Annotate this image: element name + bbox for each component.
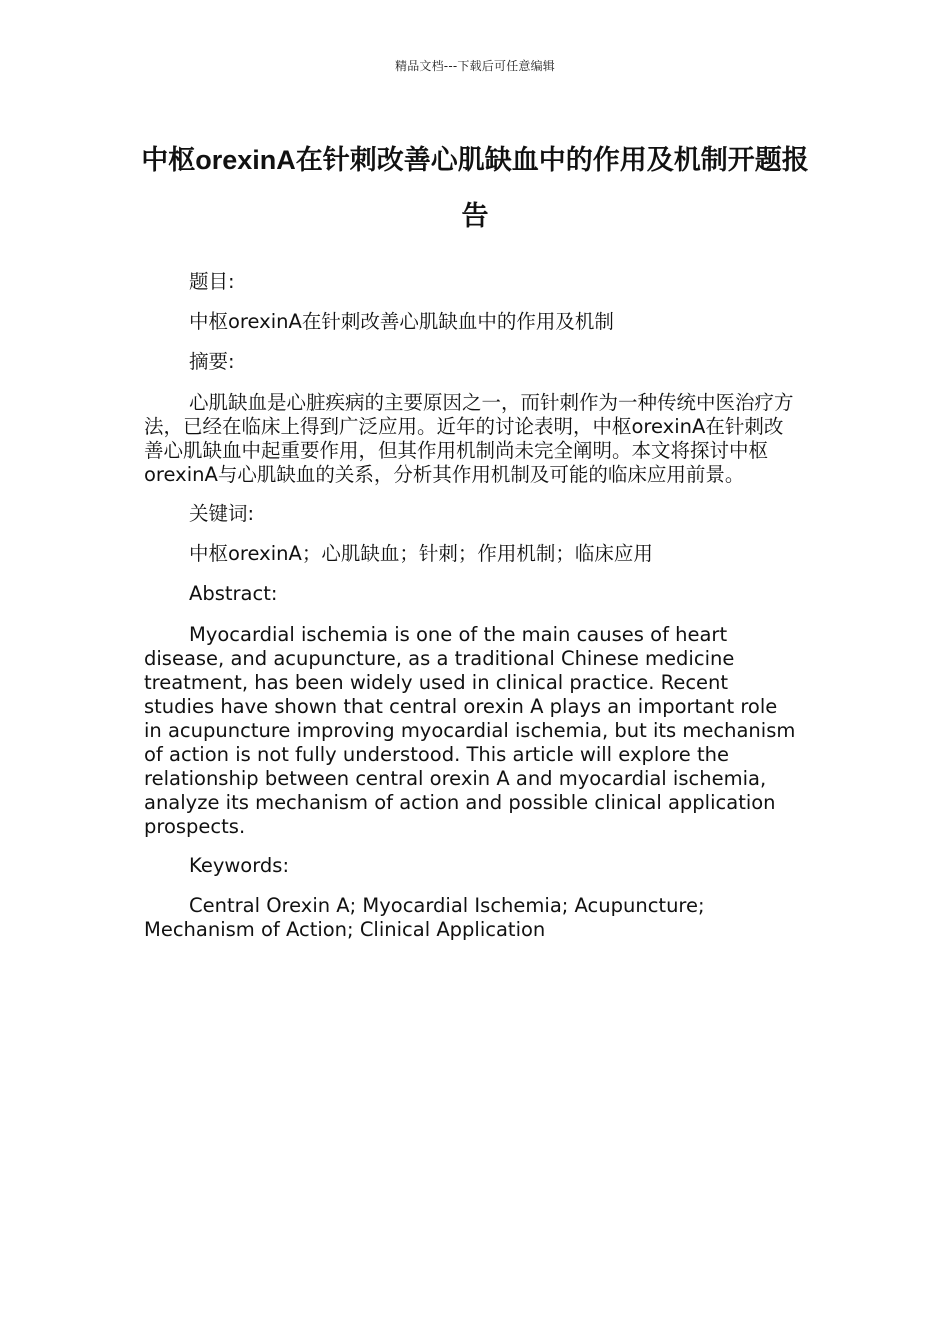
keywords-cn-text: 中枢orexinA；心肌缺血；针刺；作用机制；临床应用	[189, 542, 653, 566]
topic-label: 题目:	[189, 270, 235, 293]
keywords-cn-label: 关键词:	[189, 501, 255, 525]
document-title: 中枢orexinA在针刺改善心肌缺血中的作用及机制开题报告	[141, 145, 809, 231]
abstract-en-text: Myocardial ischemia is one of the main causes of heart disease, and acupuncture, as a traditional Chinese medicine treatment, has been widely used in clinical practice. Recent studies have shown that central orexin A plays an important role in acupuncture improving myocardial ischemia, but its mechanism of action is not fully understood. This article will explore the relationship between central orexin A and myocardial ischemia, analyze its mechanism of action and possible clinical application prospects.	[144, 622, 796, 839]
abstract-cn-label: 摘要:	[189, 350, 235, 374]
document-body	[144, 270, 796, 957]
topic-text: 中枢orexinA在针刺改善心肌缺血中的作用及机制	[189, 310, 614, 334]
header-note: 精品文档---下载后可任意编辑	[395, 59, 555, 73]
keywords-en-text: Central Orexin A; Myocardial Ischemia; Acupuncture; Mechanism of Action; Clinical Application	[144, 894, 705, 942]
abstract-cn-text: 心肌缺血是心脏疾病的主要原因之一，而针刺作为一种传统中医治疗方法，已经在临床上得到广泛应用。近年的讨论表明，中枢orexinA在针刺改善心肌缺血中起重要作用，但其作用机制尚未完全阐明。本文将探讨中枢orexinA与心肌缺血的关系，分析其作用机制及可能的临床应用前景。	[144, 390, 794, 487]
keywords-en-label: Keywords:	[189, 853, 290, 877]
abstract-en-label: Abstract:	[189, 582, 278, 606]
